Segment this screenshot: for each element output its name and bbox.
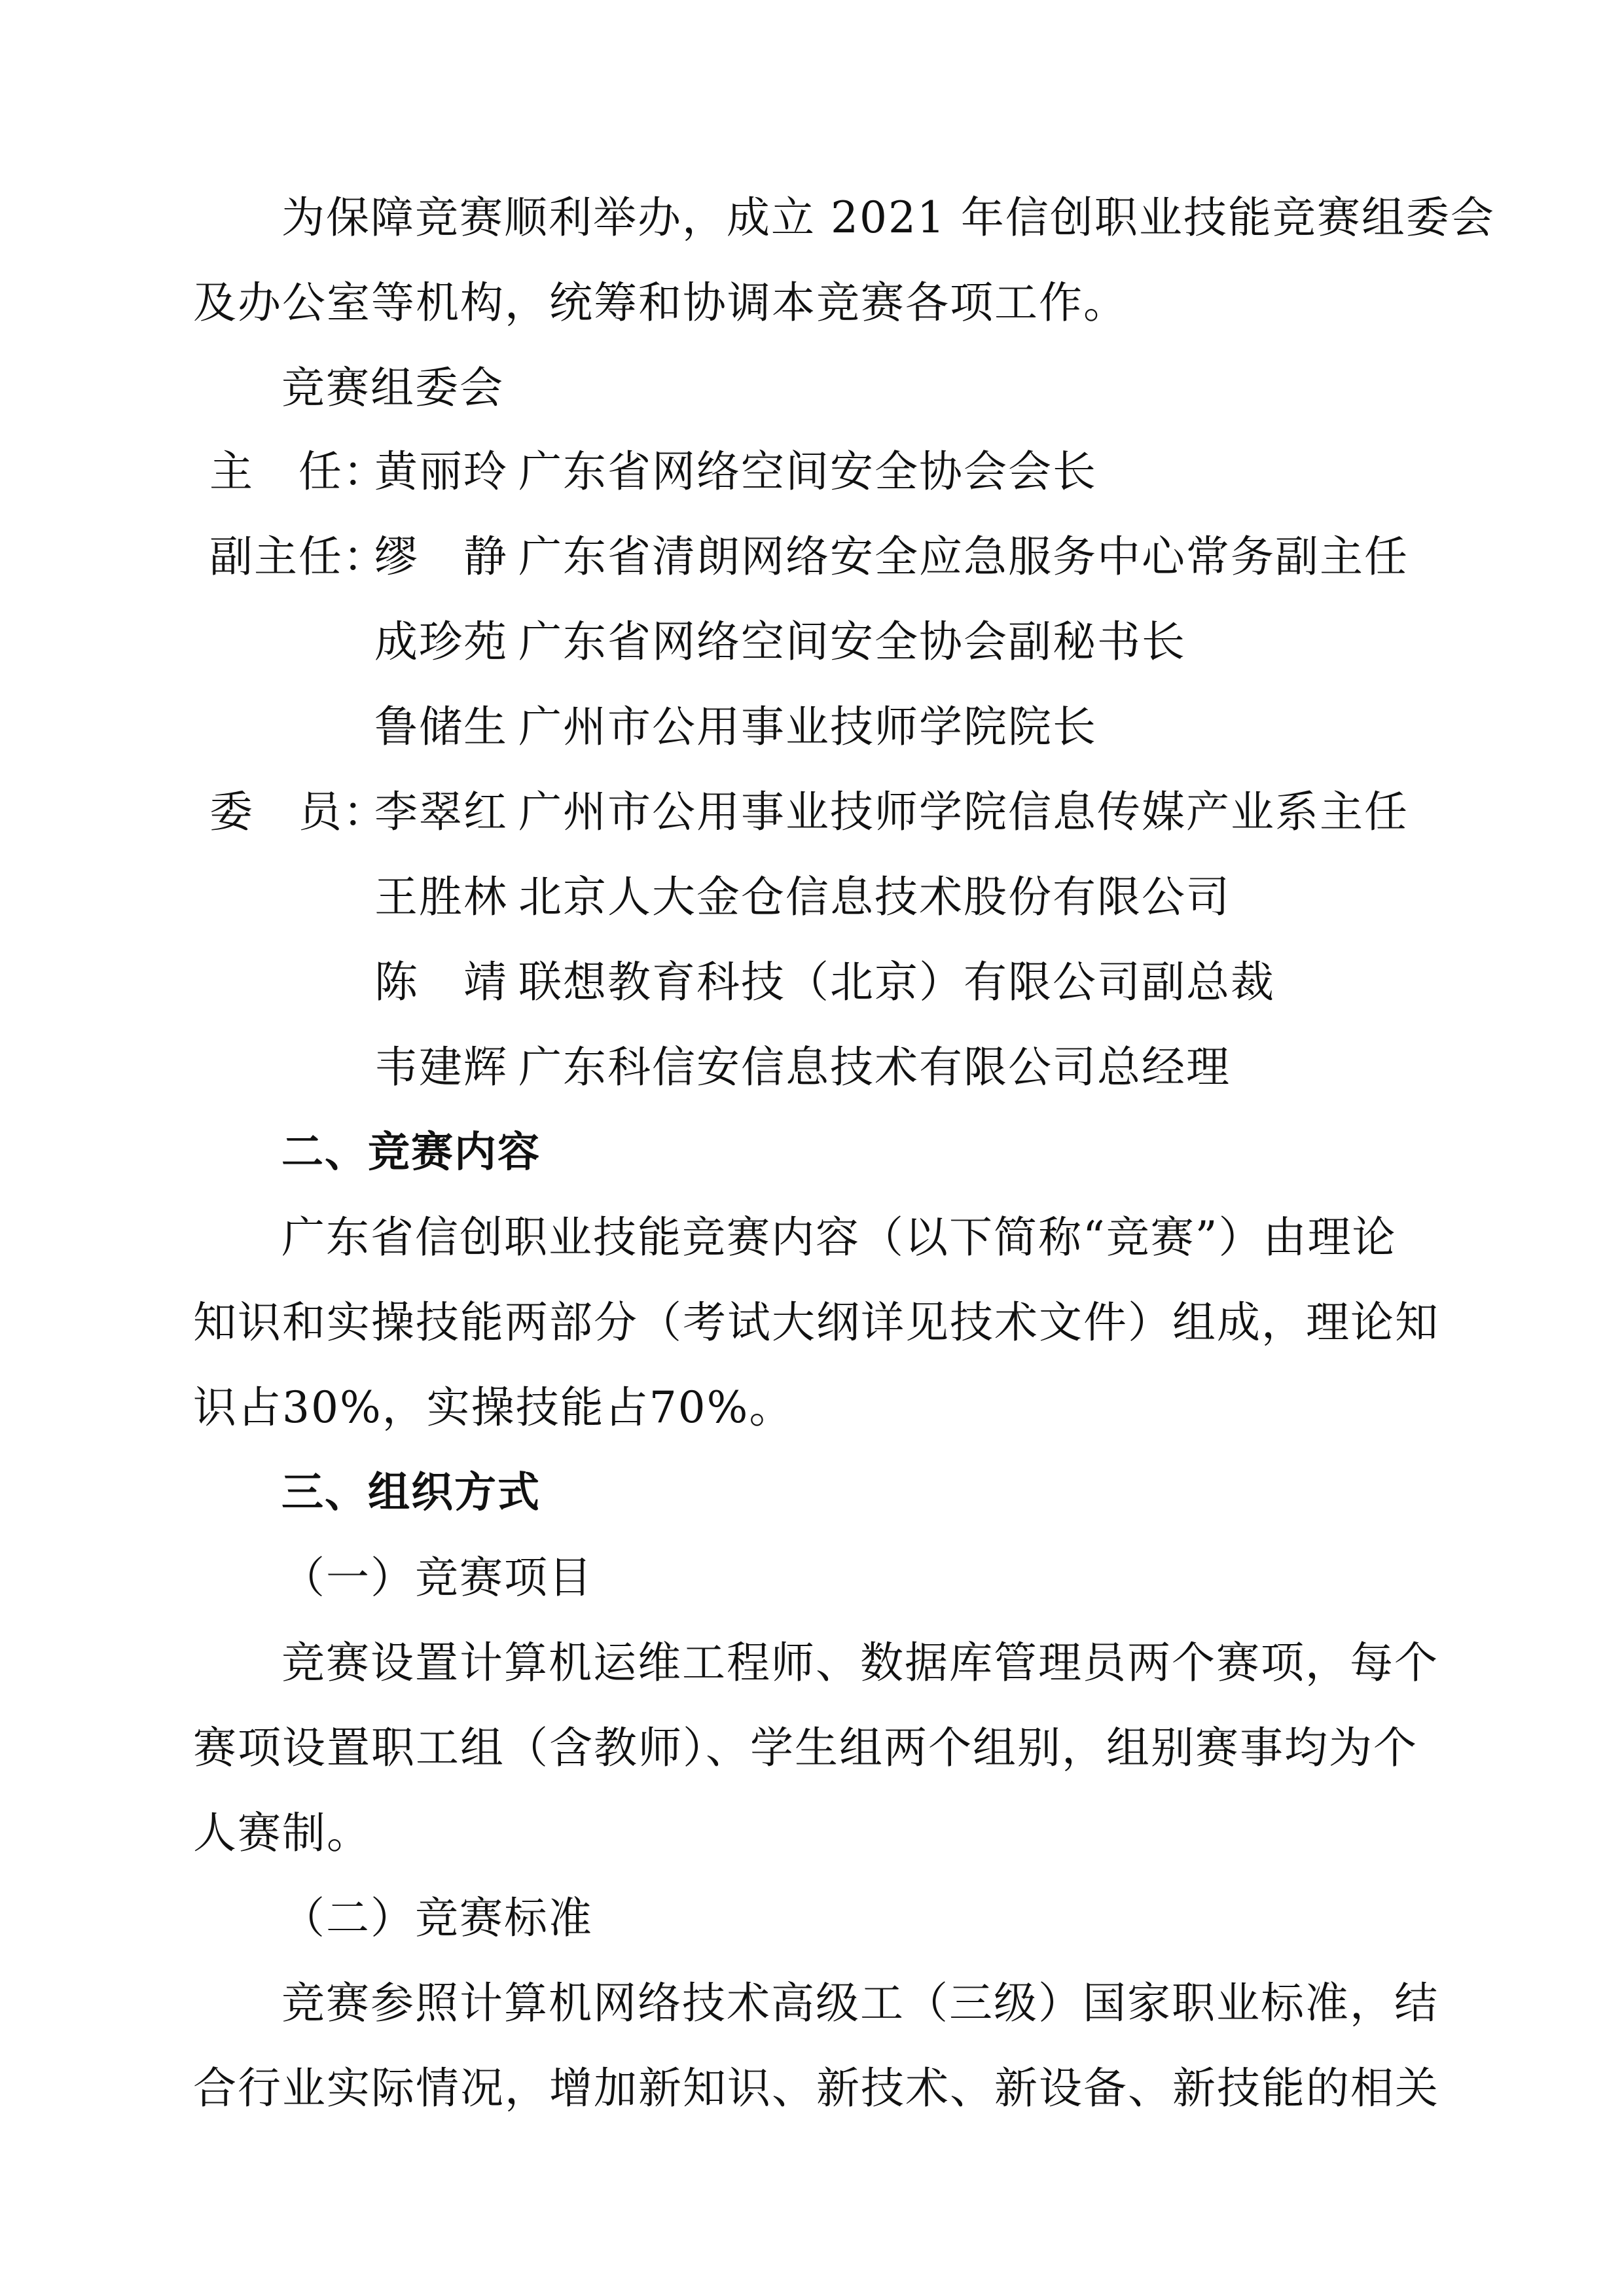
paragraph-line: 合行业实际情况，增加新知识、新技术、新设备、新技能的相关 (193, 2063, 1439, 2113)
paragraph-line: 人赛制。 (193, 1808, 371, 1858)
member-name: 缪 静 (374, 531, 508, 582)
section-heading: 三、组织方式 (281, 1469, 541, 1517)
member-title: 广东科信安信息技术有限公司总经理 (518, 1042, 1231, 1092)
member-title: 广东省清朗网络安全应急服务中心常务副主任 (518, 531, 1409, 582)
intro-line-2: 及办公室等机构，统筹和协调本竞赛各项工作。 (193, 278, 1128, 328)
section-heading: 二、竞赛内容 (281, 1128, 541, 1177)
subsection-heading: （二）竞赛标准 (281, 1893, 593, 1943)
paragraph-line: 赛项设置职工组（含教师）、学生组两个组别，组别赛事均为个 (193, 1723, 1418, 1773)
paragraph-line: 竞赛参照计算机网络技术高级工（三级）国家职业标准，结 (281, 1978, 1439, 2028)
member-name: 黄丽玲 (374, 446, 508, 497)
member-role: 主 任： (209, 446, 388, 497)
member-name: 鲁储生 (374, 702, 508, 752)
member-role: 委 员： (209, 787, 388, 837)
paragraph-line: 竞赛设置计算机运维工程师、数据库管理员两个赛项，每个 (281, 1638, 1439, 1688)
member-title: 广东省网络空间安全协会会长 (518, 446, 1097, 497)
member-name: 成珍苑 (374, 617, 508, 667)
paragraph-line: 知识和实操技能两部分（考试大纲详见技术文件）组成，理论知 (193, 1297, 1439, 1348)
member-name: 韦建辉 (374, 1042, 508, 1092)
member-title: 广东省网络空间安全协会副秘书长 (518, 617, 1186, 667)
member-name: 李翠红 (374, 787, 508, 837)
member-name: 王胜林 (374, 872, 508, 922)
subsection-heading: （一）竞赛项目 (281, 1552, 593, 1603)
member-name: 陈 靖 (374, 957, 508, 1007)
committee-heading: 竞赛组委会 (281, 363, 504, 413)
paragraph-line: 识占30%，实操技能占70%。 (193, 1382, 794, 1433)
member-title: 联想教育科技（北京）有限公司副总裁 (518, 957, 1275, 1007)
member-title: 广州市公用事业技师学院信息传媒产业系主任 (518, 787, 1409, 837)
member-title: 广州市公用事业技师学院院长 (518, 702, 1097, 752)
paragraph-line: 广东省信创职业技能竞赛内容（以下简称“竞赛”）由理论 (281, 1212, 1397, 1263)
member-title: 北京人大金仓信息技术股份有限公司 (518, 872, 1231, 922)
intro-line-1: 为保障竞赛顺利举办，成立 2021 年信创职业技能竞赛组委会 (281, 192, 1495, 243)
member-role: 副主任： (209, 531, 388, 582)
